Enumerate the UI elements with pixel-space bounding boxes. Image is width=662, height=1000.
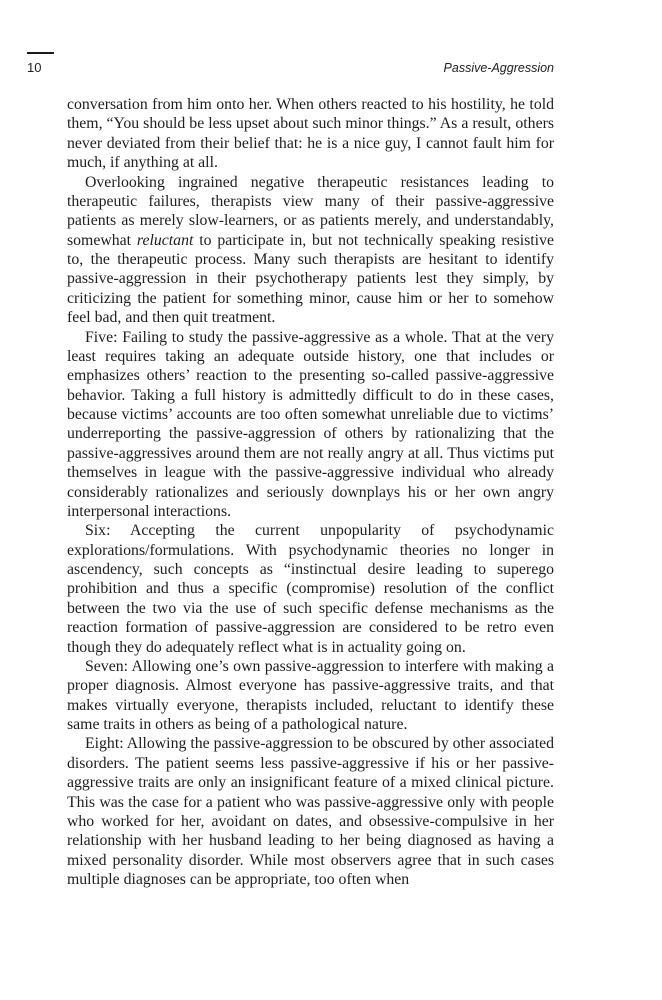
paragraph-continuation: conversation from him onto her. When others reacted to his hostility, he told them, “You should be less upset about such minor things.” As a result, others never deviated from their belief that: he is a nice guy, I cannot fault him for much, if anything at all. [67,96,554,172]
paragraph-five: Five: Failing to study the passive-aggressive as a whole. That at the very least requires taking an adequate outside history, one that includes or emphasizes others’ reaction to the presenting so-called passive-aggressive behavior. Taking a full history is admittedly difficult to do in these cases, because victims’ accounts are too often somewhat unreliable due to victims’ underreporting the passive-aggression of others by rationalizing that the passive-aggressives around them are not really angry at all. Thus victims put themselves in league with the passive-aggressive individual who already considerably rationalizes and seriously downplays his or her own angry interpersonal interactions. [67,328,554,520]
paragraph-six: Six: Accepting the current unpopularity of psychodynamic explorations/formulations. With psychodynamic theories no longer in ascendency, such concepts as “instinctual desire leading to superego prohibition and thus a specific (compromise) resolution of the conflict between the two via the use of such specific defense mechanisms as the reaction formation of passive-aggression are considered to be retro even though they do adequately reflect what is in actuality going on. [67,522,554,656]
header-rule [27,52,54,54]
running-head: Passive-Aggression [443,61,554,75]
emphasis-reluctant: reluctant [136,231,194,249]
paragraph-therapeutic-resistance [67,173,554,328]
body-text [67,95,554,889]
paragraph-text: to participate in, but not technically speaking resistive to, the therapeutic process. Many such therapists are hesitant to identify passive-aggression in their psychotherapy patients lest they simply, by criticizing the patient for something minor, cause him or her to somehow feel bad, and then quit treatment. [67,231,554,327]
paragraph-text: Overlooking ingrained negative therapeutic resistances leading to therapeutic failures, therapists view many of their passive-aggressive patients as merely slow-learners, or as patients merely, and understandably, somewhat [67,173,554,249]
page-number: 10 [27,60,42,75]
paragraph-eight: Eight: Allowing the passive-aggression to be obscured by other associated disorders. The patient seems less passive-aggressive if his or her passive-aggressive traits are only an insignificant feature of a mixed clinical picture. This was the case for a patient who was passive-aggressive only with people who worked for her, avoidant on dates, and obsessive-compulsive in her relationship with her husband leading to her being diagnosed as having a mixed personality disorder. While most observers agree that in such cases multiple diagnoses can be appropriate, too often when [67,735,554,888]
paragraph-seven: Seven: Allowing one’s own passive-aggression to interfere with making a proper diagnosis. Almost everyone has passive-aggressive traits, and that makes virtually everyone, therapists included, reluctant to identify these same traits in others as being of a pathological nature. [67,657,554,733]
